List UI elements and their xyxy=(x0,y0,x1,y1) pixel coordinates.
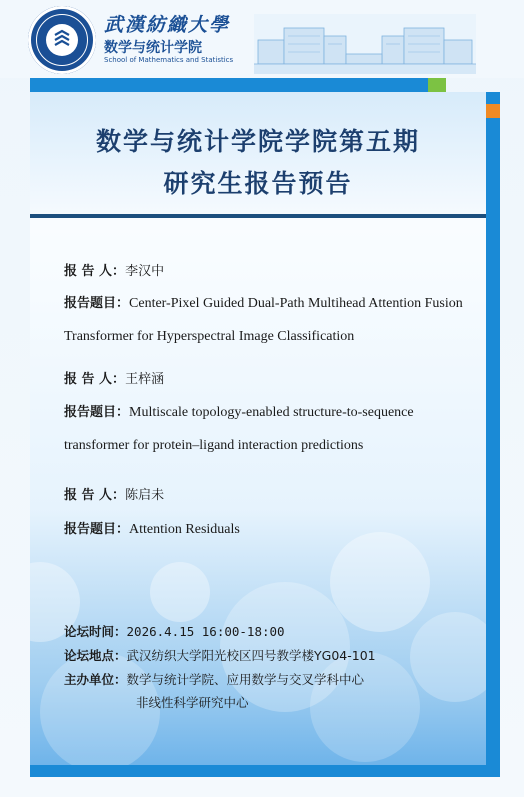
report-2-topic xyxy=(64,396,474,462)
poster-card xyxy=(30,92,486,765)
title-divider xyxy=(30,214,486,218)
report-3-speaker xyxy=(64,484,474,503)
top-accent-bar xyxy=(30,78,428,92)
university-seal-logo xyxy=(28,6,96,74)
topic-label: 报告题目： xyxy=(64,296,130,311)
time-value: 2026.4.15 16:00-18:00 xyxy=(126,624,285,639)
school-name-en: School of Mathematics and Statistics xyxy=(104,56,234,64)
report-3-topic xyxy=(64,513,474,546)
event-place xyxy=(64,646,376,664)
seal-emblem-icon xyxy=(52,29,72,51)
bokeh-bubble xyxy=(150,562,210,622)
university-name-logotype: 武漢紡織大學 xyxy=(104,14,231,36)
bokeh-bubble xyxy=(310,652,420,762)
poster-title-line2: 研究生报告预告 xyxy=(163,169,353,198)
event-organizer-line2: 非线性科学研究中心 xyxy=(136,695,249,710)
bokeh-bubble xyxy=(410,612,486,702)
speaker-name: 李汉中 xyxy=(125,264,165,279)
topic-text: Multiscale topology-enabled structure-to-sequence transformer for protein–ligand interaction predictions xyxy=(64,405,414,453)
event-organizer xyxy=(64,670,364,688)
orange-accent-block xyxy=(486,104,500,118)
speaker-name: 陈启未 xyxy=(125,488,165,503)
topic-text: Center-Pixel Guided Dual-Path Multihead Attention Fusion Transformer for Hyperspectral Image Classification xyxy=(64,296,463,344)
place-label: 论坛地点： xyxy=(64,648,127,663)
place-value: 武汉纺织大学阳光校区四号教学楼YG04-101 xyxy=(126,648,376,663)
speaker-label: 报 告 人： xyxy=(64,488,126,503)
organizer-label: 主办单位： xyxy=(64,672,127,687)
report-1-topic xyxy=(64,287,474,353)
right-accent-bar xyxy=(486,92,500,775)
speaker-label: 报 告 人： xyxy=(64,372,126,387)
time-label: 论坛时间： xyxy=(64,624,127,639)
report-2-speaker xyxy=(64,368,474,387)
organizer-value-line1: 数学与统计学院、应用数学与交叉学科中心 xyxy=(126,672,365,687)
event-time xyxy=(64,622,285,640)
speaker-label: 报 告 人： xyxy=(64,264,126,279)
topic-label: 报告题目： xyxy=(64,522,130,537)
speaker-name: 王梓涵 xyxy=(125,372,165,387)
green-accent-block xyxy=(428,78,446,92)
header xyxy=(0,0,524,78)
topic-text: Attention Residuals xyxy=(129,522,240,537)
bokeh-bubble xyxy=(330,532,430,632)
topic-label: 报告题目： xyxy=(64,405,130,420)
bottom-accent-bar xyxy=(30,765,500,777)
school-name-cn: 数学与统计学院 xyxy=(104,40,202,56)
poster-title-line1: 数学与统计学院学院第五期 xyxy=(95,127,420,156)
report-1-speaker xyxy=(64,260,474,279)
campus-building-illustration xyxy=(254,14,476,74)
